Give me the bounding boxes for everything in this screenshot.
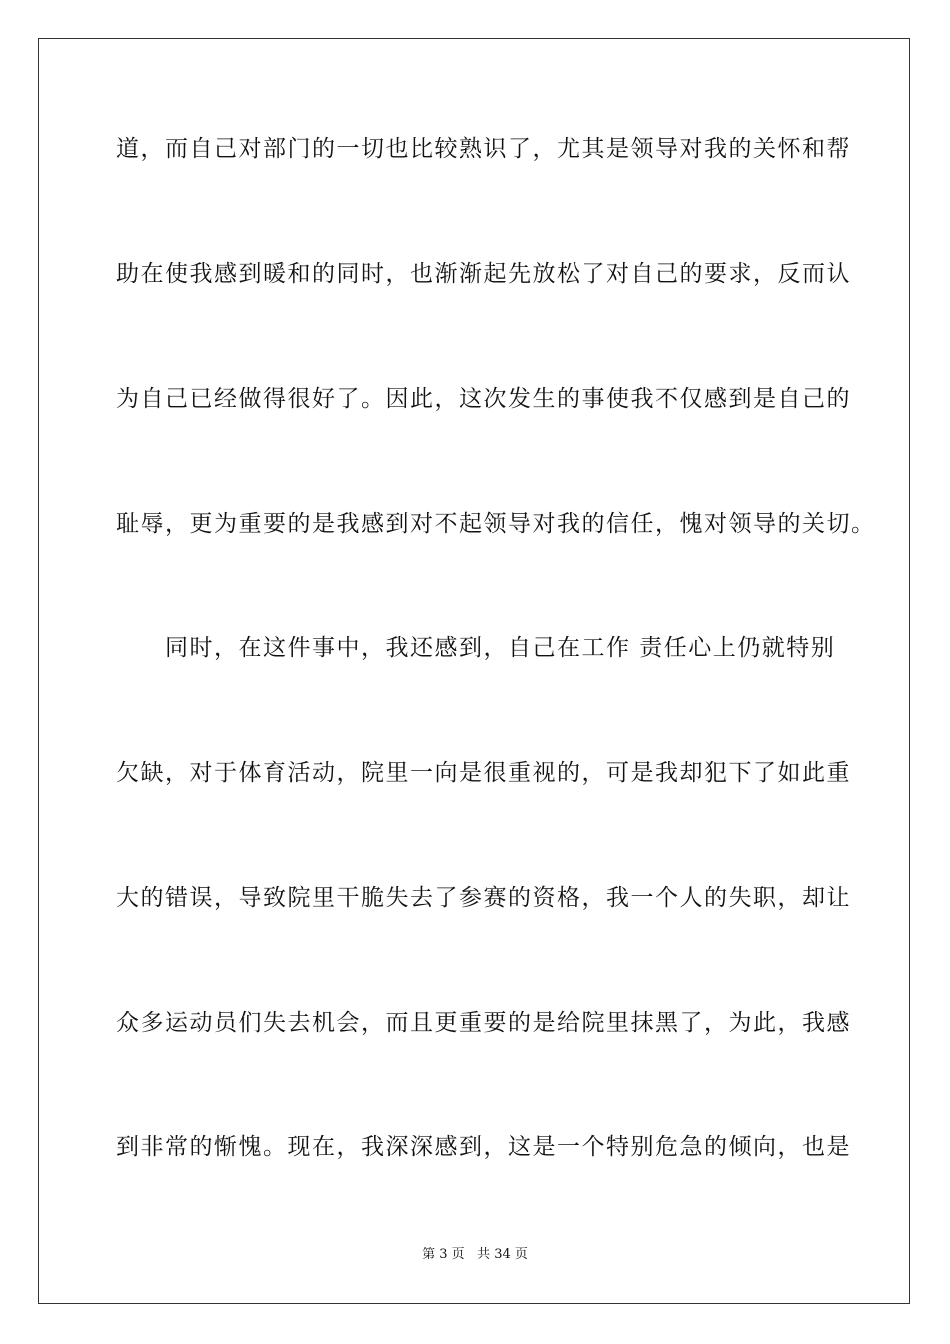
text-line-3: 为自己已经做得很好了。因此，这次发生的事使我不仅感到是自己的 [116, 386, 851, 412]
text-line-4: 耻辱，更为重要的是我感到对不起领导对我的信任，愧对领导的关切。 [116, 511, 876, 537]
text-line-2: 助在使我感到暖和的同时，也渐渐起先放松了对自己的要求，反而认 [116, 261, 851, 287]
page-footer: 第 3 页 共 34 页 [422, 1247, 528, 1262]
text-line-7: 大的错误，导致院里干脆失去了参赛的资格，我一个人的失职，却让 [116, 885, 851, 911]
page-border [38, 38, 910, 1304]
text-line-8: 众多运动员们失去机会，而且更重要的是给院里抹黑了，为此，我感 [116, 1010, 851, 1036]
text-line-9: 到非常的惭愧。现在，我深深感到，这是一个特别危急的倾向，也是 [116, 1134, 851, 1160]
text-line-6: 欠缺，对于体育活动，院里一向是很重视的，可是我却犯下了如此重 [116, 760, 851, 786]
text-line-5: 同时，在这件事中，我还感到，自己在工作 责任心上仍就特别 [116, 635, 836, 661]
text-line-1: 道，而自己对部门的一切也比较熟识了，尤其是领导对我的关怀和帮 [116, 136, 851, 162]
